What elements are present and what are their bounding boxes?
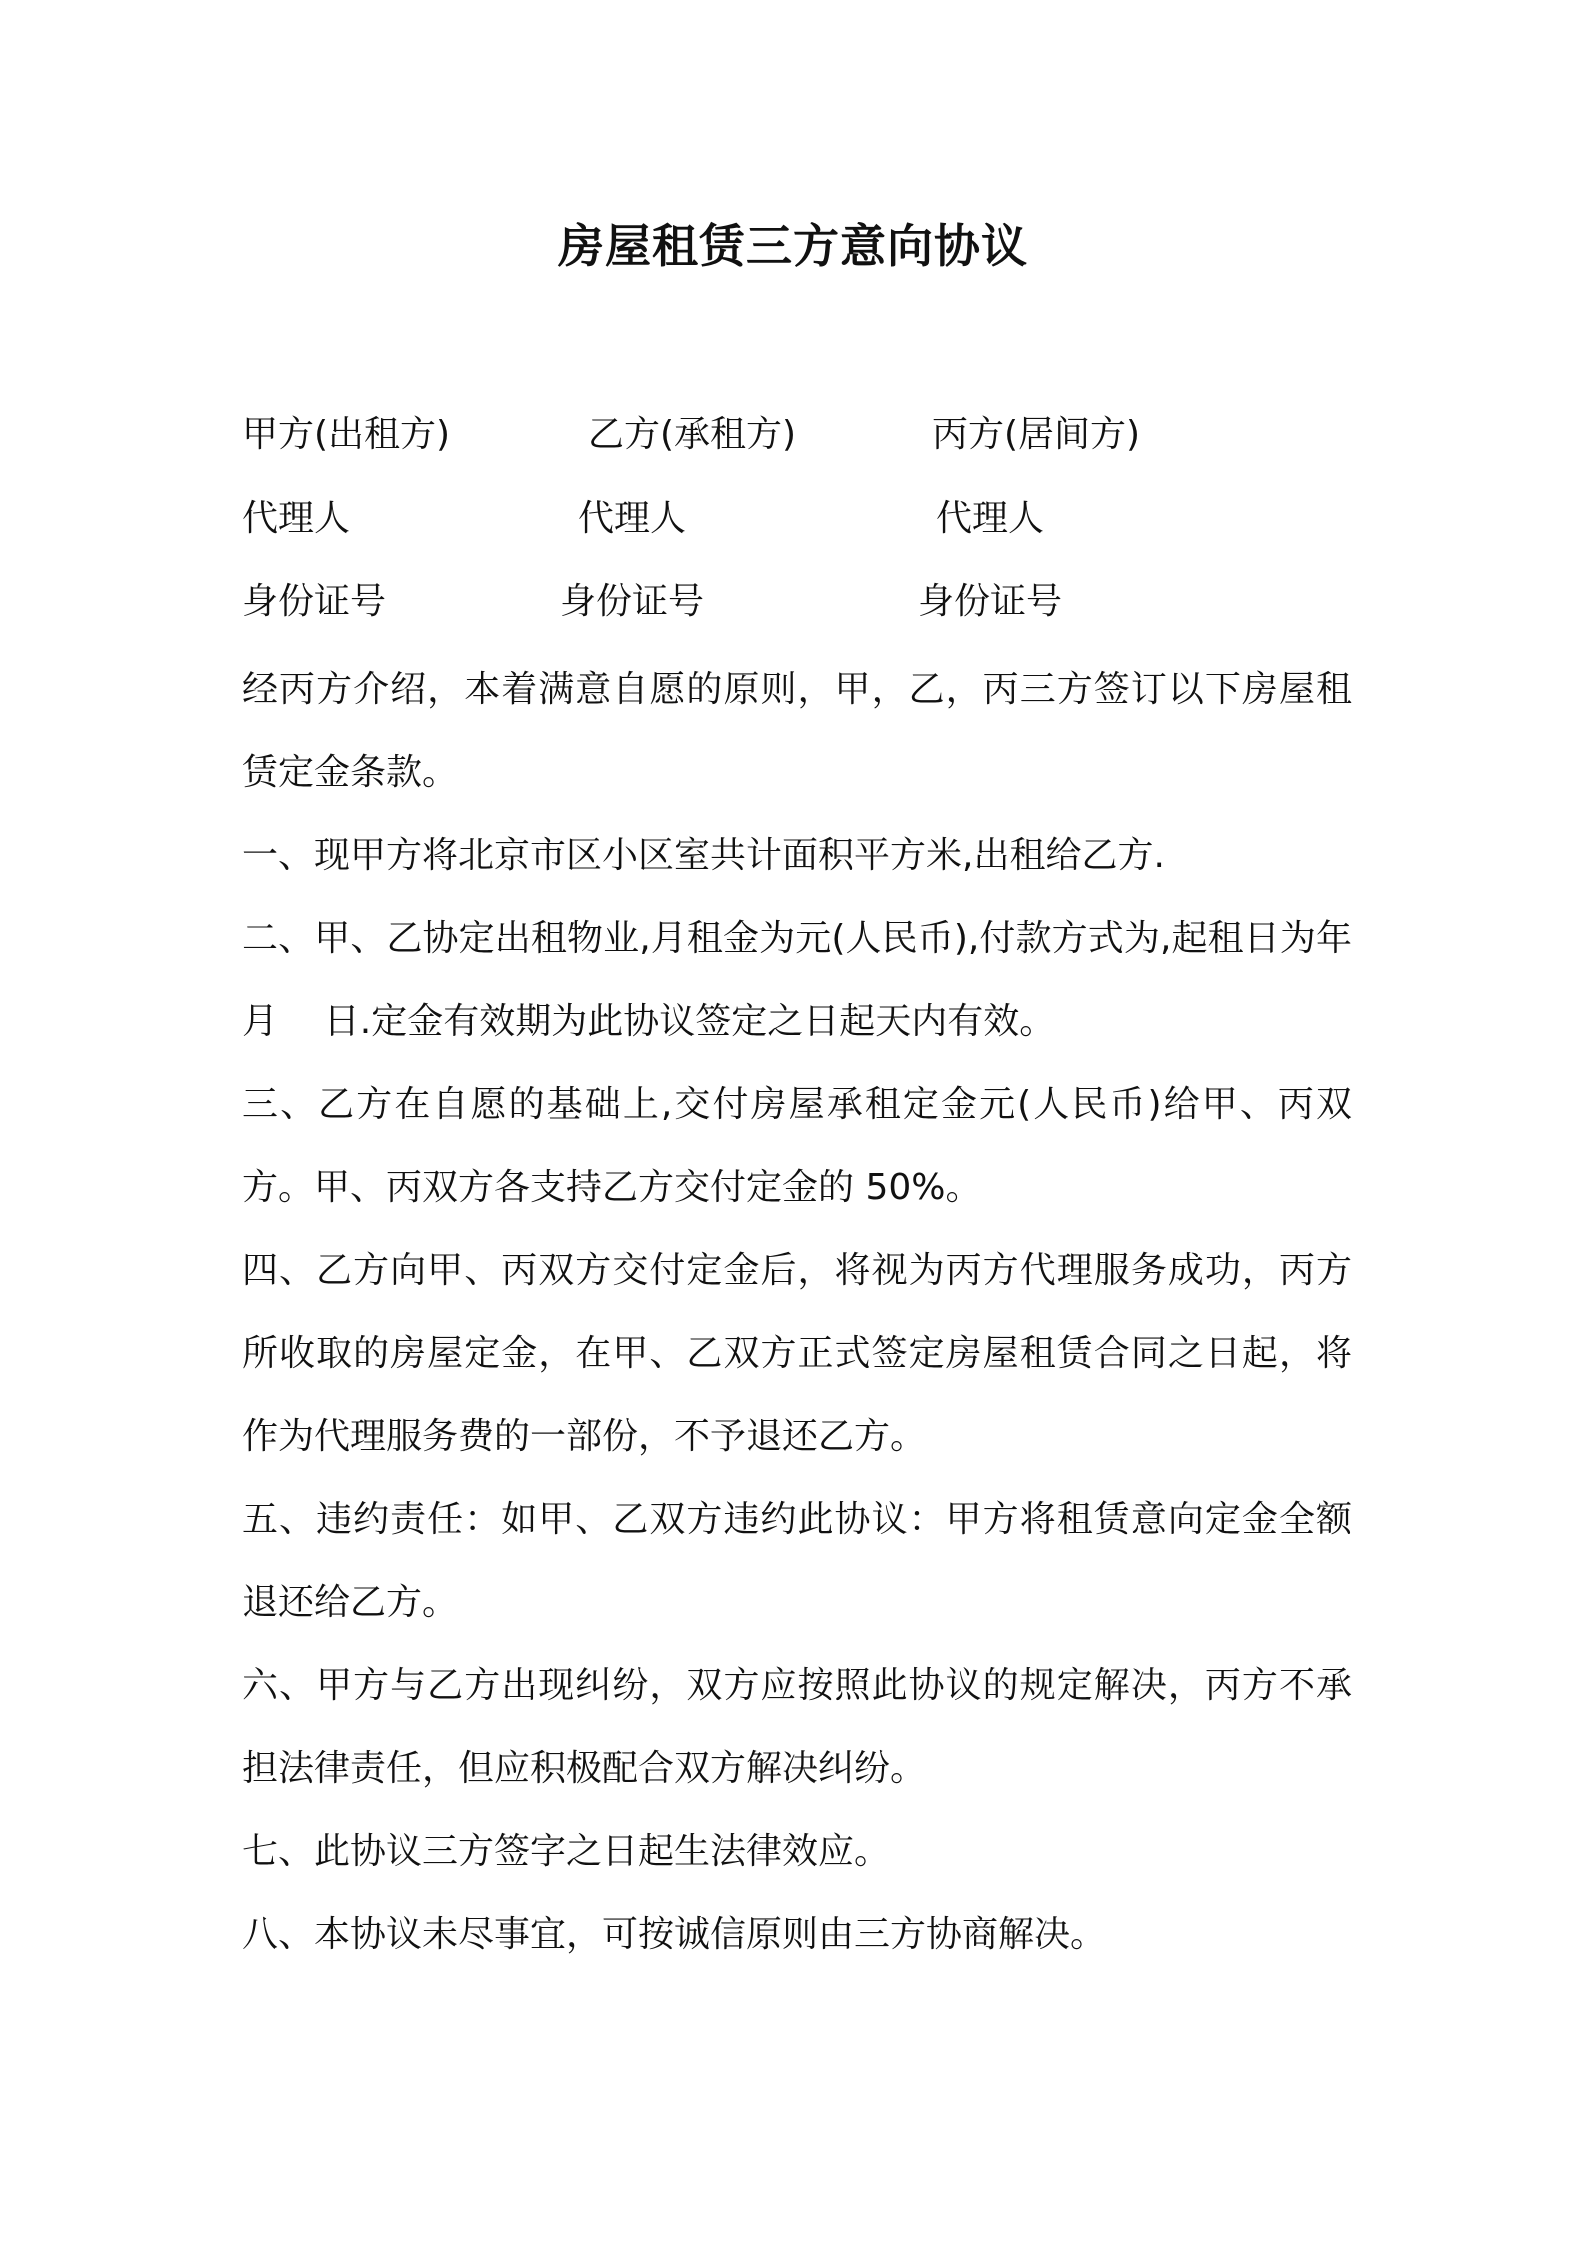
party-c-role: 丙方(居间方) [932, 414, 1141, 455]
party-a-role: 甲方(出租方) [242, 414, 451, 455]
agreement-body [242, 648, 1398, 1976]
party-agent-row [242, 494, 1362, 544]
party-c-id-label: 身份证号 [918, 581, 1063, 622]
clause-5: 五、违约责任：如甲、乙双方违约此协议：甲方将租赁意向定金全额退还给乙方。 [242, 1499, 1352, 1623]
party-b-id-label: 身份证号 [560, 581, 705, 622]
clause-4: 四、乙方向甲、丙双方交付定金后，将视为丙方代理服务成功，丙方所收取的房屋定金，在甲、乙双方正式签定房屋租赁合同之日起，将作为代理服务费的一部份，不予退还乙方。 [242, 1250, 1352, 1457]
clause-1: 一、现甲方将北京市区小区室共计面积平方米,出租给乙方. [242, 835, 1165, 876]
party-c-agent-label: 代理人 [936, 498, 1045, 539]
clause-7: 七、此协议三方签字之日起生法律效应。 [242, 1831, 891, 1872]
clause-6: 六、甲方与乙方出现纠纷，双方应按照此协议的规定解决，丙方不承担法律责任，但应积极配合双方解决纠纷。 [242, 1665, 1352, 1789]
party-a-agent-label: 代理人 [242, 498, 351, 539]
document-title: 房屋租赁三方意向协议 [558, 219, 1028, 273]
intro-paragraph: 经丙方介绍，本着满意自愿的原则，甲，乙，丙三方签订以下房屋租赁定金条款。 [242, 669, 1352, 793]
party-a-id-label: 身份证号 [242, 581, 387, 622]
party-b-agent-label: 代理人 [578, 498, 687, 539]
party-b-role: 乙方(承租方) [588, 414, 797, 455]
party-id-row [242, 577, 1362, 627]
clause-2: 二、甲、乙协定出租物业,月租金为元(人民币),付款方式为,起租日为年 月 日.定金有效期为此协议签定之日起天内有效。 [242, 918, 1398, 1042]
clause-8: 八、本协议未尽事宜，可按诚信原则由三方协商解决。 [242, 1914, 1107, 1955]
party-role-row [242, 410, 1362, 460]
clause-3: 三、乙方在自愿的基础上,交付房屋承租定金元(人民币)给甲、丙双方。甲、丙双方各支持乙方交付定金的 50%。 [242, 1084, 1352, 1208]
